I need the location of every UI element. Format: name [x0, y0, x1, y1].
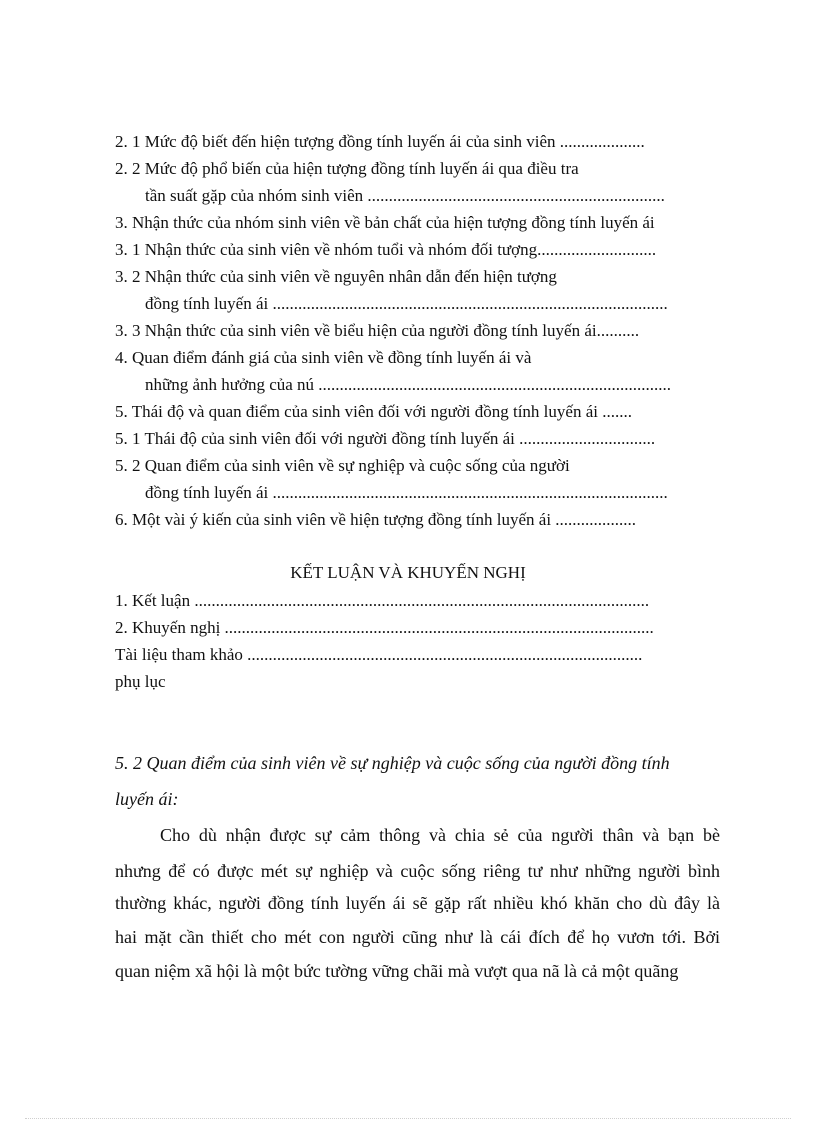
toc-entry-3: 3. Nhận thức của nhóm sinh viên về bản chất của hiện tượng đồng tính luyến ái: [115, 213, 655, 232]
conclusion-heading: KẾT LUẬN VÀ KHUYẾN NGHỊ: [290, 563, 526, 582]
toc-entry-5-2-cont: đồng tính luyến ái .............................................................................................: [145, 483, 668, 502]
paragraph-line-5: quan niệm xã hội là một bức tường vững chãi mà vượt qua nã là cả một quãng: [115, 961, 679, 981]
toc-entry-2-2-cont: tần suất gặp của nhóm sinh viên ......................................................................: [145, 186, 665, 205]
section-title-line-2: luyến ái:: [115, 789, 179, 809]
toc-entry-3-1: 3. 1 Nhận thức của sinh viên về nhóm tuổi và nhóm đối tượng............................: [115, 240, 657, 259]
paragraph-line-2: nhưng để có được mét sự nghiệp và cuộc sống riêng tư như những người bình: [115, 861, 720, 881]
toc-entry-recommendation: 2. Khuyến nghị .....................................................................................................: [115, 618, 654, 637]
toc-entry-2-2: 2. 2 Mức độ phổ biến của hiện tượng đồng tính luyến ái qua điều tra: [115, 159, 579, 178]
toc-entry-5-2: 5. 2 Quan điểm của sinh viên về sự nghiệp và cuộc sống của người: [115, 456, 570, 475]
page-bottom-divider: [25, 1118, 791, 1119]
toc-entry-2-1: 2. 1 Mức độ biết đến hiện tượng đồng tính luyến ái của sinh viên ....................: [115, 132, 645, 151]
toc-entry-3-3: 3. 3 Nhận thức của sinh viên về biểu hiện của người đồng tính luyến ái..........: [115, 321, 640, 340]
toc-entry-6: 6. Một vài ý kiến của sinh viên về hiện tượng đồng tính luyến ái ...................: [115, 510, 637, 529]
paragraph-line-4: hai mặt cần thiết cho mét con người cũng như là cái đích để họ vươn tới. Bởi: [115, 927, 720, 947]
toc-entry-references: Tài liệu tham khảo .............................................................................................: [115, 645, 643, 664]
toc-entry-conclusion: 1. Kết luận ...........................................................................................................: [115, 591, 650, 610]
toc-entry-3-2: 3. 2 Nhận thức của sinh viên về nguyên nhân dẫn đến hiện tượng: [115, 267, 557, 286]
paragraph-line-1: Cho dù nhận được sự cảm thông và chia sẻ của người thân và bạn bè: [160, 825, 720, 845]
toc-entry-5: 5. Thái độ và quan điểm của sinh viên đối với người đồng tính luyến ái .......: [115, 402, 632, 421]
toc-entry-5-1: 5. 1 Thái độ của sinh viên đối với người đồng tính luyến ái ................................: [115, 429, 656, 448]
toc-entry-3-2-cont: đồng tính luyến ái .............................................................................................: [145, 294, 668, 313]
toc-entry-4-cont: những ảnh hưởng của nú ...................................................................................: [145, 375, 672, 394]
toc-entry-4: 4. Quan điểm đánh giá của sinh viên về đồng tính luyến ái và: [115, 348, 532, 367]
toc-entry-appendix: phụ lục: [115, 672, 166, 691]
paragraph-line-3: thường khác, người đồng tính luyến ái sẽ gặp rất nhiều khó khăn cho dù đây là: [115, 893, 720, 913]
section-title-line-1: 5. 2 Quan điểm của sinh viên về sự nghiệp và cuộc sống của người đồng tính: [115, 753, 670, 773]
